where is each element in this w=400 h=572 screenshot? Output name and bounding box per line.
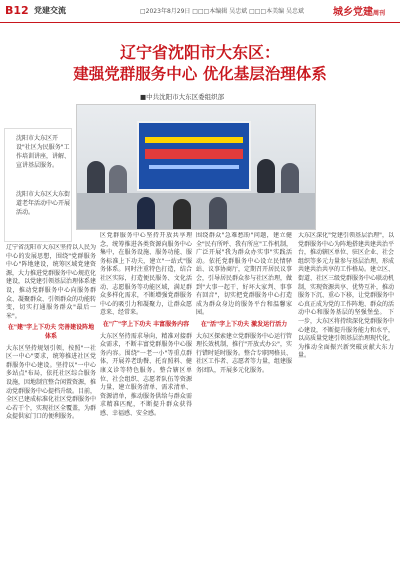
subheading-2: 在"广"字上下功夫 丰富服务内容 [102, 320, 190, 328]
attendee-figure [173, 199, 191, 230]
attendee-figure [257, 159, 275, 193]
article-photo [76, 104, 316, 230]
article-column-2: 区党群服务中心坚持开放共享理念，统筹推进各类资源向服务中心集中，在服务设施、服务功能、服务标准上下功夫，建立"一站式"服务体系。同时注重特色打造，结合社区实际，打造便民服务、文化活动、志愿服务等功能区域，满足群众多样化需求，不断增强党群服务中心的吸引力和凝聚力，让群众愿意来、经常来。 在"广"字上下功夫 丰富服务内容 大东区坚持需求导向，精准对接群众需求，不断丰富党群服务中心服务内容。围绕"一老一小"等重点群体，开展养老助餐、托育照料、健康义诊等特色服务。整合辖区单位、社会组织、志愿者队伍等资源力量，建立服务清单、需求清单、资源清单，推动服务供给与群众需求精准匹配，不断提升群众获得感、幸福感、安全感。 [100, 232, 192, 417]
subheading-1: 在"建"字上下功夫 完善建设阵地体系 [7, 324, 95, 340]
byline: ■中共沈阳市大东区委组织部 [140, 93, 225, 101]
page-number: B12 [5, 4, 29, 17]
headline-line2: 建强党群服务中心 优化基层治理体系 [73, 64, 327, 83]
article-column-1: 辽宁省沈阳市大东区坚持以人民为中心的发展思想，围绕"党群服务中心"阵地建设，统筹区域党建资源，大力推进党群服务中心规范化建设，以党建引领基层治理体系建设，推动党群服务中心向服务群众、凝聚群众、引领群众的功能转变，切实打通服务群众"最后一米"。 在"建"字上下功夫 完善建设阵地体系 大东区坚持规划引领，按照"一社区一中心"要求，统筹推进社区党群服务中心建设。坚持以"一中心多站点"布局，依托社区综合服务设施，因地制宜整合闲置资源，推动党群服务中心提档升级。目前，全区已建成标准化社区党群服务中心若干个，实现社区全覆盖，为群众提供家门口的便利服务。 [6, 244, 96, 421]
section-title: 党建交流 [34, 6, 66, 15]
subheading-3: 在"活"字上下功夫 激发运行活力 [200, 320, 288, 328]
attendee-figure [87, 161, 105, 195]
article-column-4: 大东区深化"党建引领基层治理"，以党群服务中心为阵地搭建共建共治平台，推动辖区单位、驻区企业、社会组织等多元力量参与基层治理，形成共建共治共享的工作格局。建立区、街道、社区三级党群服务中心联动机制，实现资源共享、优势互补，推动服务下沉、重心下移，让党群服务中心真正成为党的工作阵地、群众的活动中心和服务基层的坚强堡垒。 下一步，大东区将持续深化党群服务中心建设，不断提升服务能力和水平，以高质量党建引领基层治理现代化，为推动全面振兴新突破贡献大东力量。 [298, 232, 394, 360]
photo-caption-1: 沈阳市大东区开设"社区为民服务"工作培训讲座，讲解、宣讲基层服务。 [16, 135, 71, 169]
photo-caption-2: 沈阳市大东区大东街道老年活动中心开展活动。 [16, 191, 71, 216]
article-column-3: 围绕群众"急难愁盼"问题，建立健全"民有所呼、我有所应"工作机制，广泛开展"我为群众办实事"实践活动。依托党群服务中心设立民情驿站、议事协商厅，定期召开居民议事会，引导居民群众参与社区治理，做到"大事一起干、好坏大家判、事事有回音"，切实把党群服务中心打造成为群众身边的服务平台和温馨家园。 在"活"字上下功夫 激发运行活力 大东区探索建立党群服务中心运行管理长效机制，推行"开放式办公"，实行错时延时服务。整合专职网格员、社区工作者、志愿者等力量，组建服务团队，开展多元化服务。 [196, 232, 292, 374]
headline-line1: 辽宁省沈阳市大东区： [119, 43, 280, 62]
newspaper-brand: 城乡党建周刊 [333, 7, 386, 18]
attendee-figure [281, 163, 299, 197]
backdrop-board [137, 121, 251, 191]
desk-row [77, 193, 315, 229]
attendee-figure [209, 197, 227, 230]
issue-meta: □2023年8月29日 □□□本编辑 吴忠斌 □□□本美编 吴忠斌 [140, 8, 305, 15]
page-header [0, 0, 400, 23]
attendee-figure [137, 197, 155, 230]
